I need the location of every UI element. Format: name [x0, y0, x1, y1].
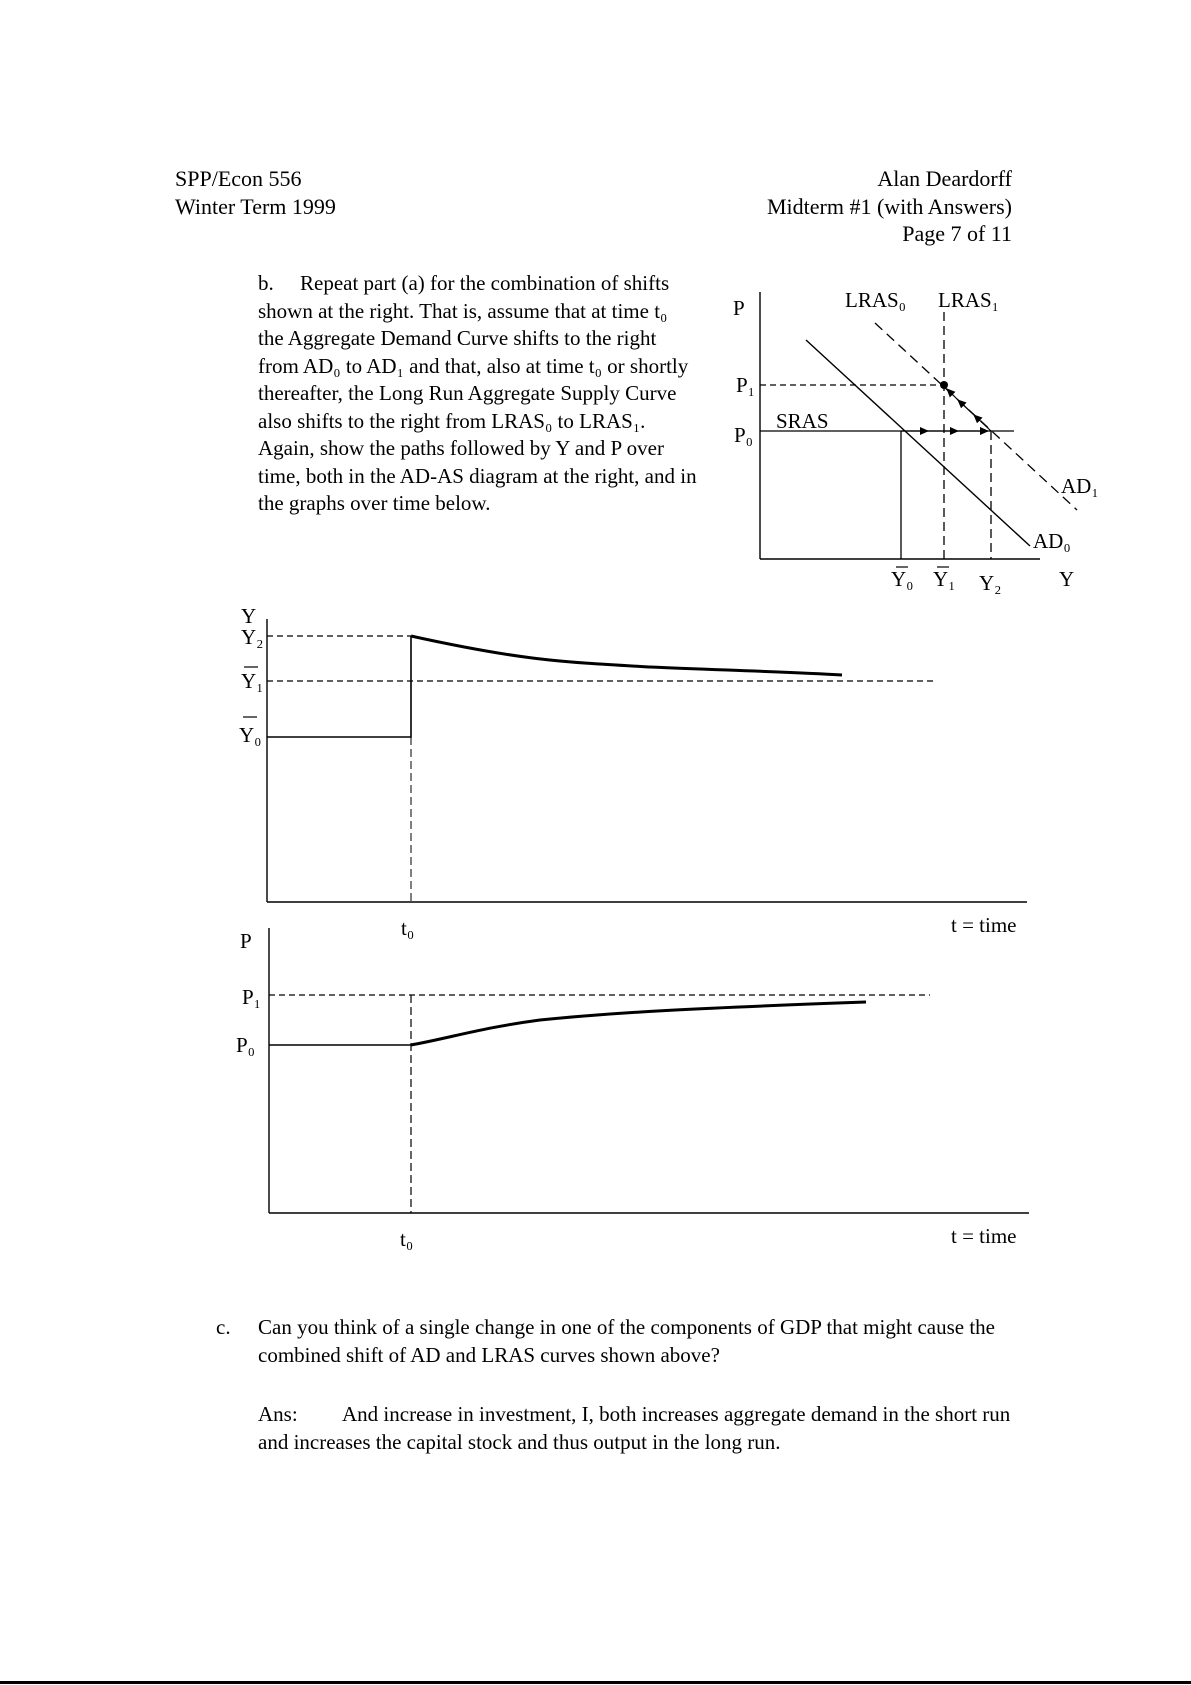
exam-title: Midterm #1 (with Answers)	[766, 194, 1012, 219]
page-number: Page 7 of 11	[902, 221, 1012, 246]
answer-label: Ans:	[258, 1402, 298, 1426]
ad0-label: AD₀	[1033, 529, 1071, 553]
lras1-label: LRAS₁	[938, 288, 1000, 312]
p1-label: P₁	[736, 373, 756, 397]
y-time-graph	[239, 604, 1027, 940]
p-path-curve	[411, 1002, 866, 1045]
sras-label: SRAS	[776, 409, 829, 433]
author: Alan Deardorff	[877, 166, 1012, 191]
path-arrow-6	[947, 389, 958, 400]
ad-as-diagram	[733, 288, 1099, 595]
p-time-graph	[236, 928, 1029, 1251]
p0-label: P₀	[734, 423, 754, 447]
ad0-line	[806, 340, 1030, 546]
course-title: SPP/Econ 556	[175, 166, 302, 191]
part-c-question: Can you think of a single change in one of the components of GDP that might cause the combined shift of AD and LRAS curves shown above?	[258, 1315, 995, 1367]
term: Winter Term 1999	[175, 194, 336, 219]
answer	[258, 1400, 1018, 1456]
y0bar-label: Y₀	[891, 567, 914, 591]
part-b-label: b.	[258, 271, 274, 295]
ad-as-p-label: P	[733, 296, 745, 320]
page-bottom-rule	[0, 1681, 1191, 1684]
p-graph-p0-label: P₀	[236, 1033, 256, 1057]
y-graph-y2-label: Y₂	[241, 625, 264, 649]
y-graph-y0bar-label: Y₀	[239, 723, 262, 747]
y1bar-label: Y₁	[933, 567, 956, 591]
p-graph-p1-label: P₁	[242, 985, 262, 1009]
ad-as-y-label: Y	[1059, 567, 1075, 591]
path-arrow-5	[958, 400, 974, 415]
y-graph-time-label: t = time	[951, 913, 1017, 937]
p-graph-t0-label: t₀	[400, 1227, 414, 1251]
path-arrow-4	[974, 415, 991, 431]
p-graph-time-label: t = time	[951, 1224, 1017, 1248]
y-graph-axis-label: Y	[241, 604, 257, 628]
y2-label: Y₂	[979, 571, 1002, 595]
lras0-label: LRAS₀	[845, 288, 907, 312]
y-graph-t0-label: t₀	[401, 916, 415, 940]
equilibrium-dot	[940, 381, 948, 389]
part-b-text: Repeat part (a) for the combination of shifts shown at the right. That is, assume that at time t₀ the Aggregate Demand Curve shifts to the right from AD₀ to AD₁ and that, also at time t₀ or shortly thereafter, the Long Run Aggregate Supply Curve also shifts to the right from LRAS₀ to LRAS₁. Again, show the paths followed by Y and P over time, both in the AD-AS diagram at the right, and in the graphs over time below.	[258, 271, 697, 515]
part-c-label: c.	[216, 1315, 231, 1339]
p-graph-axis-label: P	[240, 929, 252, 953]
ad1-label: AD₁	[1061, 474, 1099, 498]
y-initial-level	[267, 636, 411, 737]
answer-text: And increase in investment, I, both increases aggregate demand in the short run and increases the capital stock and thus output in the long run.	[258, 1402, 1011, 1454]
y-graph-y1bar-label: Y₁	[241, 669, 264, 693]
part-c	[216, 1313, 1016, 1369]
y-path-curve	[411, 636, 842, 675]
